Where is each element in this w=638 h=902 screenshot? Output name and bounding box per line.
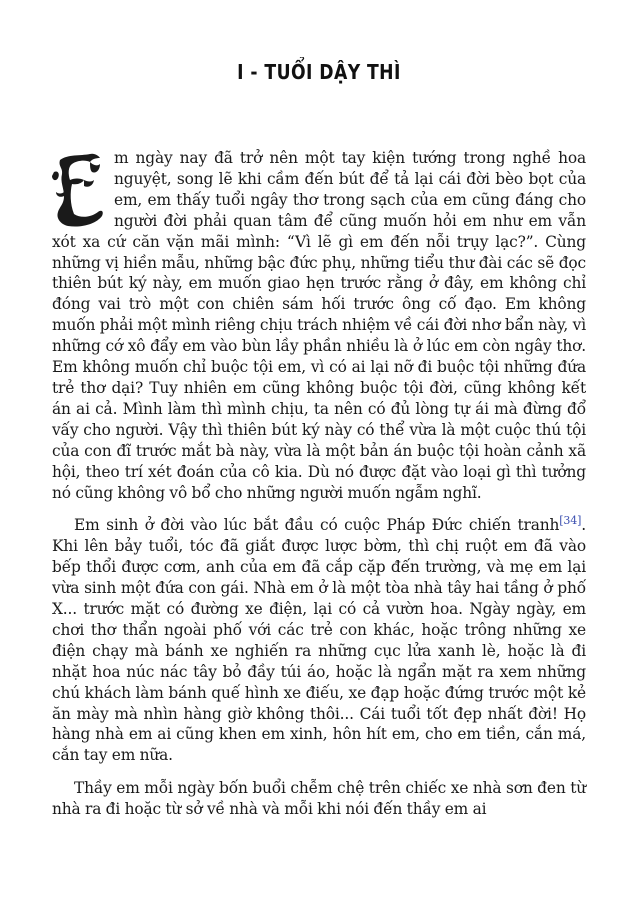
chapter-title: I - TUỔI DẬY THÌ: [237, 60, 401, 84]
paragraph-3: Thầy em mỗi ngày bốn buổi chễm chệ trên chiếc xe nhà sơn đen từ nhà ra đi hoặc từ sở về nhà và mỗi khi nói đến thầy em ai: [52, 779, 586, 819]
paragraph-2-text-start: Em sinh ở đời vào lúc bắt đầu có cuộc Pháp Đức chiến tranh: [74, 516, 560, 535]
dropcap-e-icon: [50, 152, 108, 230]
book-page: [52, 0, 586, 902]
footnote-link[interactable]: [34]: [559, 514, 582, 528]
paragraph-2-text-end: . Khi lên bảy tuổi, tóc đã giắt được lược bờm, thì chị ruột em đã vào bếp thổi được cơm, anh của em đã cắp cặp đến trường, và mẹ em lại vừa sinh một đứa con gái. Nhà em ở là một tòa nhà tây hai tầng ở phố X... trước mặt có đường xe điện, lại có cả vườn hoa. Ngày ngày, em chơi thơ thẩn ngoài phố với các trẻ con khác, hoặc trông những xe điện chạy mà bánh xe nghiến ra những cục lửa xanh lè, hoặc là đi nhặt hoa núc nác tây bỏ đầy túi áo, hoặc là ngẩn mặt ra xem những chú khách làm bánh quế hình xe điếu, xe đạp hoặc đứng trước một kẻ ăn mày mà nhìn hàng giờ không thôi... Cái tuổi tốt đẹp nhất đời! Họ hàng nhà em ai cũng khen em xinh, hôn hít em, cho em tiền, cắn má, cắn tay em nữa.: [52, 516, 586, 765]
paragraph-1-text: m ngày nay đã trở nên một tay kiện tướng trong nghề hoa nguyệt, song lẽ khi cầm đến bút để tả lại cái đời bèo bọt của em, em thấy tuổi ngây thơ trong sạch của em cũng đáng cho người đời phải quan tâm để cũng muốn hỏi em như em vẫn xót xa cứ căn vặn mãi mình: “Vì lẽ gì em đến nỗi trụy lạc?”. Cùng những vị hiền mẫu, những bậc đức phụ, những tiểu thư đài các sẽ đọc thiên bút ký này, em muốn giao hẹn trước rằng ở đây, em không chỉ đóng vai trò một con chiên sám hối trước ông cố đạo. Em không muốn phải một mình riêng chịu trách nhiệm về cái đời nhơ bẩn này, vì những cớ xô đẩy em vào bùn lầy phần nhiều là ở lúc em còn ngây thơ. Em không muốn chỉ buộc tội em, vì có ai lại nỡ đi buộc tội những đứa trẻ thơ dại? Tuy nhiên em cũng không buộc tội đời, cũng không kết án ai cả. Mình làm thì mình chịu, ta nên có đủ lòng tự ái mà đừng đổ vấy cho người. Vậy thì thiên bút ký này có thể vừa là một cuộc thú tội của con đĩ trước mắt bà này, vừa là một bản án buộc tội hoàn cảnh xã hội, theo trí xét đoán của cô kia. Dù nó được đặt vào loại gì thì tưởng nó cũng không vô bổ cho những người muốn ngẫm nghĩ.: [52, 149, 586, 502]
body-text: [52, 148, 586, 832]
paragraph-2: [52, 515, 586, 766]
paragraph-1: [52, 148, 586, 503]
